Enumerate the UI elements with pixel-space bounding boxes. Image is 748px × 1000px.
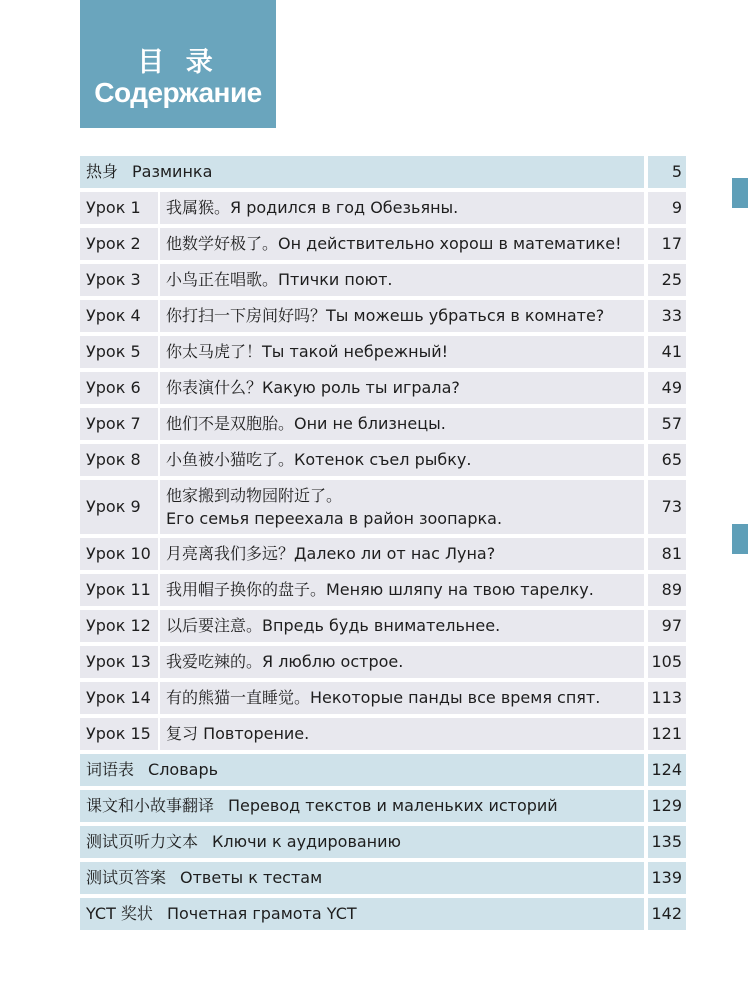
lesson-label: Урок 4 <box>80 300 158 332</box>
toc-page-number: 139 <box>648 862 686 894</box>
toc-page-number: 124 <box>648 754 686 786</box>
toc-entry-ru: Ответы к тестам <box>180 868 323 887</box>
toc-entry-zh: 测试页听力文本 <box>86 832 199 851</box>
toc-row-lesson[interactable] <box>80 538 686 570</box>
lesson-label: Урок 13 <box>80 646 158 678</box>
toc-row-vocabulary[interactable] <box>80 754 686 786</box>
toc-row-warmup[interactable] <box>80 156 686 188</box>
lesson-title: 月亮离我们多远？Далеко ли от нас Луна? <box>160 538 644 570</box>
lesson-label: Урок 2 <box>80 228 158 260</box>
toc-page-number: 142 <box>648 898 686 930</box>
lesson-label: Урок 8 <box>80 444 158 476</box>
toc-row-lesson[interactable] <box>80 574 686 606</box>
toc-row-lesson[interactable] <box>80 444 686 476</box>
toc-entry-zh: YCT 奖状 <box>86 904 153 923</box>
toc-page-number: 41 <box>648 336 686 368</box>
toc-page-number: 49 <box>648 372 686 404</box>
toc-entry-title <box>80 826 644 858</box>
toc-page-number: 33 <box>648 300 686 332</box>
toc-page-number: 5 <box>648 156 686 188</box>
lesson-label: Урок 11 <box>80 574 158 606</box>
toc-entry-zh: 课文和小故事翻译 <box>86 796 215 815</box>
toc-row-lesson[interactable] <box>80 610 686 642</box>
toc-entry-ru: Перевод текстов и маленьких историй <box>228 796 558 815</box>
toc-page-number: 97 <box>648 610 686 642</box>
toc-row-lesson[interactable] <box>80 718 686 750</box>
toc-entry-ru: Ключи к аудированию <box>212 832 401 851</box>
toc-entry-title <box>80 862 644 894</box>
contents-title-ru: Содержание <box>94 77 262 108</box>
toc-page-number: 89 <box>648 574 686 606</box>
lesson-label: Урок 12 <box>80 610 158 642</box>
lesson-title: 你打扫一下房间好吗？Ты можешь убраться в комнате? <box>160 300 644 332</box>
toc-entry-ru: Словарь <box>148 760 219 779</box>
lesson-title <box>160 480 644 534</box>
toc-page-number: 65 <box>648 444 686 476</box>
lesson-label: Урок 3 <box>80 264 158 296</box>
toc-page-number: 81 <box>648 538 686 570</box>
lesson-title: 他数学好极了。Он действительно хорош в математике! <box>160 228 644 260</box>
toc-page-number: 9 <box>648 192 686 224</box>
toc-page-number: 129 <box>648 790 686 822</box>
toc-row-lesson[interactable] <box>80 646 686 678</box>
lesson-title: 小鱼被小猫吃了。Котенок съел рыбку. <box>160 444 644 476</box>
toc-entry-ru: Разминка <box>132 162 213 181</box>
toc-entry-title <box>80 156 644 188</box>
lesson-title-line: Его семья переехала в район зоопарка. <box>166 509 503 528</box>
lesson-label: Урок 9 <box>80 480 158 534</box>
toc-page-number: 105 <box>648 646 686 678</box>
toc-row-lesson[interactable] <box>80 408 686 440</box>
lesson-title: 你太马虎了！Ты такой небрежный! <box>160 336 644 368</box>
toc-entry-zh: 词语表 <box>86 760 135 779</box>
toc-entry-title <box>80 754 644 786</box>
toc-row-test-answers[interactable] <box>80 862 686 894</box>
page-edge-tab <box>732 524 748 554</box>
toc-row-lesson[interactable] <box>80 682 686 714</box>
toc-row-translations[interactable] <box>80 790 686 822</box>
lesson-title: 我属猴。Я родился в год Обезьяны. <box>160 192 644 224</box>
toc-entry-zh: 测试页答案 <box>86 868 167 887</box>
toc-page-number: 25 <box>648 264 686 296</box>
toc-row-certificate[interactable] <box>80 898 686 930</box>
lesson-title: 有的熊猫一直睡觉。Некоторые панды все время спят. <box>160 682 644 714</box>
toc-page-number: 135 <box>648 826 686 858</box>
lesson-label: Урок 14 <box>80 682 158 714</box>
toc-page-number: 73 <box>648 480 686 534</box>
contents-title-zh: 目 录 <box>137 47 219 78</box>
lesson-title: 复习 Повторение. <box>160 718 644 750</box>
toc-page-number: 113 <box>648 682 686 714</box>
toc-row-lesson[interactable] <box>80 480 686 534</box>
toc-row-lesson[interactable] <box>80 300 686 332</box>
lesson-title: 我用帽子换你的盘子。Меняю шляпу на твою тарелку. <box>160 574 644 606</box>
lesson-label: Урок 10 <box>80 538 158 570</box>
lesson-label: Урок 1 <box>80 192 158 224</box>
lesson-title: 他们不是双胞胎。Они не близнецы. <box>160 408 644 440</box>
lesson-label: Урок 6 <box>80 372 158 404</box>
lesson-title: 你表演什么？Какую роль ты играла? <box>160 372 644 404</box>
toc-entry-title <box>80 790 644 822</box>
page-edge-tab <box>732 178 748 208</box>
toc-entry-zh: 热身 <box>86 162 119 181</box>
lesson-title: 以后要注意。Впредь будь внимательнее. <box>160 610 644 642</box>
lesson-title: 小鸟正在唱歌。Птички поют. <box>160 264 644 296</box>
toc-row-listening-keys[interactable] <box>80 826 686 858</box>
lesson-label: Урок 5 <box>80 336 158 368</box>
toc-page-number: 121 <box>648 718 686 750</box>
lesson-title: 我爱吃辣的。Я люблю острое. <box>160 646 644 678</box>
toc-entry-ru: Почетная грамота YCT <box>166 904 357 923</box>
toc-row-lesson[interactable] <box>80 192 686 224</box>
lesson-title-line: 他家搬到动物园附近了。 <box>166 486 343 505</box>
lesson-label: Урок 7 <box>80 408 158 440</box>
contents-header <box>80 0 276 128</box>
table-of-contents <box>80 156 686 934</box>
toc-row-lesson[interactable] <box>80 228 686 260</box>
lesson-label: Урок 15 <box>80 718 158 750</box>
toc-page-number: 57 <box>648 408 686 440</box>
toc-row-lesson[interactable] <box>80 372 686 404</box>
toc-page-number: 17 <box>648 228 686 260</box>
toc-row-lesson[interactable] <box>80 264 686 296</box>
toc-entry-title <box>80 898 644 930</box>
toc-row-lesson[interactable] <box>80 336 686 368</box>
